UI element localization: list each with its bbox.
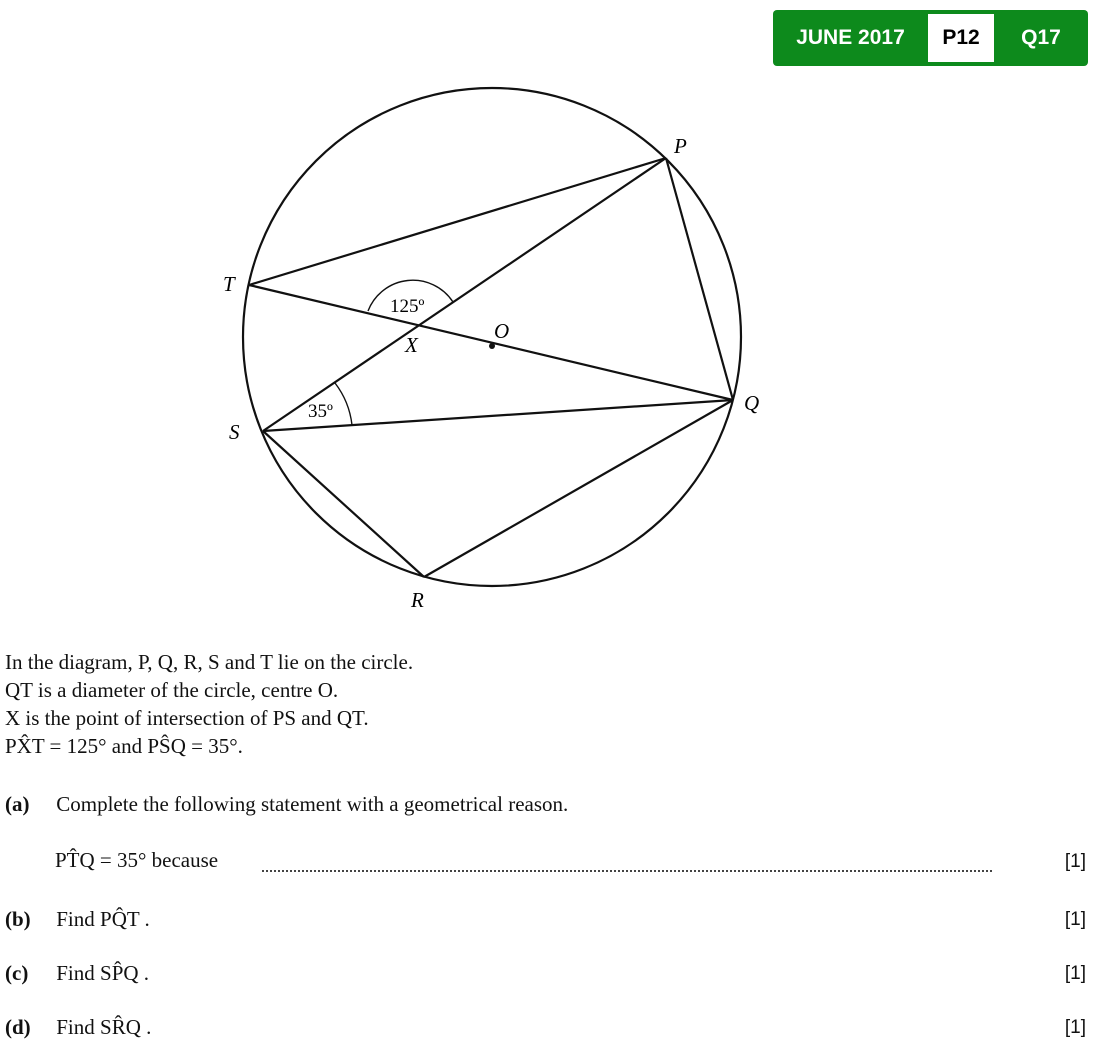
part-a-text: Complete the following statement with a geometrical reason.	[56, 792, 569, 816]
part-c-marks: [1]	[1064, 963, 1086, 984]
chord-sq	[263, 400, 733, 431]
part-b	[5, 907, 150, 932]
part-b-label: (b)	[5, 907, 31, 931]
label-x: X	[405, 333, 418, 357]
part-a-marks: [1]	[1064, 851, 1086, 872]
question-number: Q17	[1021, 26, 1061, 49]
chord-pq	[666, 158, 733, 400]
chord-rq	[424, 400, 733, 577]
part-d-label: (d)	[5, 1015, 31, 1039]
intro-line-1: In the diagram, P, Q, R, S and T lie on the circle.	[5, 650, 414, 674]
question-intro	[5, 648, 413, 760]
part-a	[5, 792, 568, 817]
intro-line-4: PX̂T = 125° and PŜQ = 35°.	[5, 734, 243, 758]
label-o: O	[494, 319, 510, 343]
chord-ps	[263, 158, 666, 431]
exam-session: JUNE 2017	[796, 26, 905, 49]
part-b-text: Find PQ̂T .	[56, 907, 150, 931]
angle-label-125: 125º	[390, 296, 425, 317]
paper-number: P12	[928, 14, 994, 62]
part-a-label: (a)	[5, 792, 30, 816]
intro-line-3: X is the point of intersection of PS and QT.	[5, 706, 369, 730]
answer-line-a[interactable]	[262, 870, 992, 872]
chord-tp	[249, 158, 666, 285]
diameter-tq	[249, 285, 733, 400]
part-a-statement: PT̂Q = 35° because	[55, 848, 219, 872]
part-d-marks: [1]	[1064, 1017, 1086, 1038]
intro-line-2: QT is a diameter of the circle, centre O.	[5, 678, 339, 702]
chord-sr	[263, 431, 424, 577]
label-p: P	[674, 134, 687, 158]
part-d-text: Find SR̂Q .	[56, 1015, 152, 1039]
part-c	[5, 961, 149, 986]
angle-arc-psq	[335, 383, 352, 425]
label-q: Q	[744, 391, 760, 415]
part-b-marks: [1]	[1064, 909, 1086, 930]
part-c-label: (c)	[5, 961, 29, 985]
part-d	[5, 1015, 151, 1040]
label-t: T	[223, 272, 235, 296]
label-r: R	[411, 588, 424, 612]
part-c-text: Find SP̂Q .	[56, 961, 150, 985]
angle-label-35: 35º	[308, 401, 333, 422]
centre-point	[489, 343, 495, 349]
label-s: S	[229, 420, 240, 444]
